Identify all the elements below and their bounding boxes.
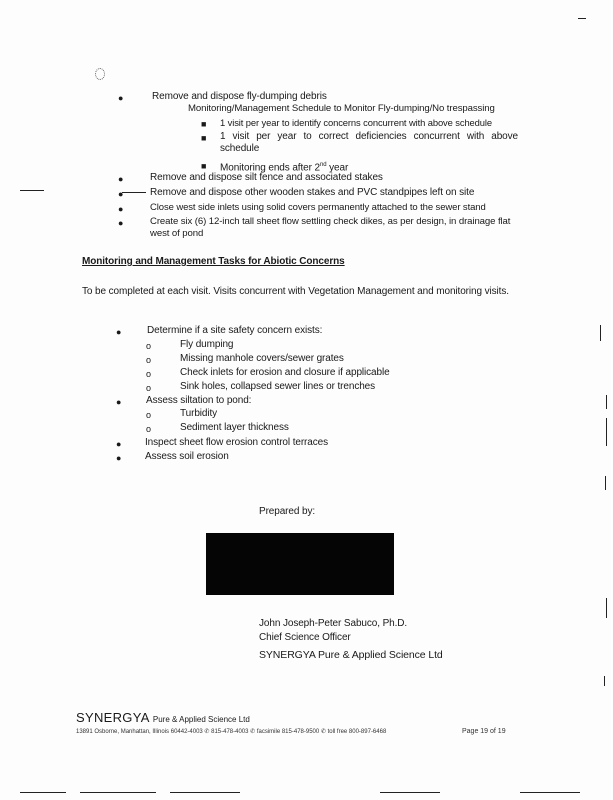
abiotic-item: Determine if a site safety concern exists: [147,325,323,336]
bullet-icon: ● [118,204,124,214]
abiotic-subitem: Turbidity [180,408,218,419]
abiotic-subitem: Missing manhole covers/sewer grates [180,353,344,364]
task-item: Close west side inlets using solid covers permanently attached to the sewer stand [150,202,486,213]
bullet-icon: ● [118,189,124,199]
prepared-by-label: Prepared by: [259,506,316,517]
schedule-item: 1 visit per year to correct deficiencies concurrent with above schedule [220,131,518,154]
abiotic-item: Assess siltation to pond: [146,395,252,406]
footer-address: 13891 Osborne, Manhattan, Illinois 60442-4003 ✆ 815-478-4003 ✆ facsimile 815-478-9500 ✆ toll free 800-897-6468 [76,729,387,735]
circle-bullet-icon: o [146,424,152,434]
company-logo [76,710,250,725]
scan-artifact [605,476,606,490]
schedule-item-text: Monitoring ends after 2 [220,162,320,174]
circle-bullet-icon: o [146,410,152,420]
scan-artifact [20,792,66,793]
schedule-heading: Monitoring/Management Schedule to Monitor Fly-dumping/No trespassing [188,103,495,114]
scan-artifact [170,792,240,793]
logo-subtitle: Pure & Applied Science Ltd [152,715,250,724]
abiotic-subitem: Fly dumping [180,339,234,350]
scan-artifact [606,418,607,446]
signer-title: Chief Science Officer [259,632,351,643]
circle-bullet-icon: o [146,355,152,365]
section-intro: To be completed at each visit. Visits concurrent with Vegetation Management and monitoring visits. [82,286,509,297]
abiotic-item: Inspect sheet flow erosion control terraces [145,437,329,448]
signer-company: SYNERGYA Pure & Applied Science Ltd [259,649,443,661]
square-bullet-icon: ■ [201,133,207,143]
square-bullet-icon: ■ [201,119,207,129]
bullet-icon: ● [116,327,122,337]
bullet-icon: ● [116,439,122,449]
bullet-icon: ● [118,93,124,103]
circle-bullet-icon: o [146,369,152,379]
abiotic-subitem: Sink holes, collapsed sewer lines or trenches [180,381,376,392]
bullet-icon: ● [118,218,124,228]
task-item: Create six (6) 12-inch tall sheet flow settling check dikes, as per design, in drainage flat west of pond [150,216,511,239]
redacted-signature [206,533,394,595]
bullet-icon: ● [118,174,124,184]
abiotic-subitem: Check inlets for erosion and closure if applicable [180,367,390,378]
abiotic-item: Assess soil erosion [145,451,229,462]
scan-artifact [380,792,440,793]
logo-wordmark: SYNERGYA [76,710,149,725]
page-number: Page 19 of 19 [462,728,506,735]
signer-name: John Joseph-Peter Sabuco, Ph.D. [259,618,408,629]
scan-artifact [578,18,586,19]
scan-artifact [604,676,605,686]
ordinal-suffix: nd [319,162,327,168]
section-heading: Monitoring and Management Tasks for Abiotic Concerns [82,256,345,267]
task-item: Remove and dispose silt fence and associated stakes [150,172,383,183]
task-item: Remove and dispose other wooden stakes and PVC standpipes left on site [150,187,475,198]
scan-artifact [95,68,105,80]
abiotic-subitem: Sediment layer thickness [180,422,289,433]
scan-artifact [20,190,44,191]
schedule-item: 1 visit per year to identify concerns concurrent with above schedule [220,117,492,128]
scan-artifact [122,192,146,193]
square-bullet-icon: ■ [201,161,207,171]
circle-bullet-icon: o [146,383,152,393]
scan-artifact [520,792,580,793]
circle-bullet-icon: o [146,341,152,351]
schedule-item-text: year [326,162,349,174]
scan-artifact [606,598,607,618]
bullet-icon: ● [116,397,122,407]
scan-artifact [600,325,601,341]
scan-artifact [80,792,156,793]
task-item: Remove and dispose fly-dumping debris [152,91,327,102]
scan-artifact [606,395,607,409]
bullet-icon: ● [116,453,122,463]
